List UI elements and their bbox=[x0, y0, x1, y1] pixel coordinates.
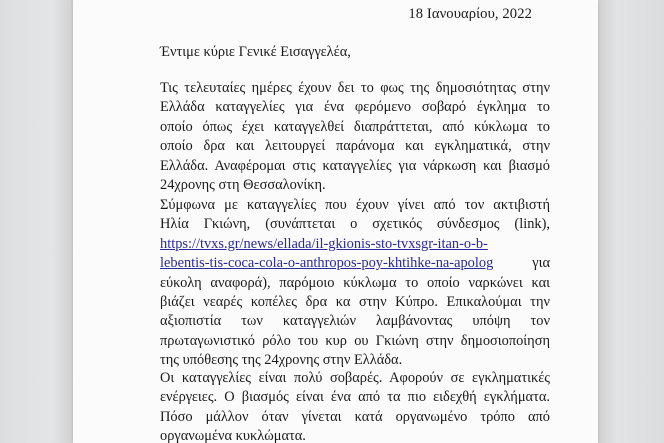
paragraph-2-line: πρωταγωνιστικό ρόλο του κυρ ου Γκιώνη στην δημοσιοποίηση bbox=[160, 332, 550, 349]
background-right bbox=[598, 0, 664, 443]
paragraph-2-text: για bbox=[532, 255, 550, 272]
source-link-continued[interactable]: lebentis-tis-coca-cola-o-anthropos-poy-khtihke-na-apolog bbox=[160, 255, 494, 272]
paragraph-2-line: βιάζει νεαρές κοπέλες δρα κα στην Κύπρο. Επικαλούμαι την bbox=[160, 294, 550, 311]
paragraph-1-line: Ελλάδα. Αναφέρομαι στις καταγγελίες για νάρκωση και βιασμό bbox=[160, 157, 550, 174]
letter-salutation: Έντιμε κύριε Γενικέ Εισαγγελέα, bbox=[160, 44, 351, 60]
paragraph-2-line: Ηλία Γκιώνη, (συνάπτεται ο σχετικός σύνδεσμος (link), bbox=[160, 216, 550, 233]
background-left bbox=[0, 0, 73, 443]
paragraph-2-line bbox=[160, 254, 550, 273]
source-link[interactable]: https://tvxs.gr/news/ellada/il-gkionis-sto-tvxsgr-itan-o-b- bbox=[160, 235, 488, 252]
paragraph-1-line: 24χρονης στη Θεσσαλονίκη. bbox=[160, 177, 326, 194]
paragraph-3 bbox=[160, 369, 550, 443]
paragraph-1-line: οποίο όπως έχει καταγγελθεί διαπράττεται, από κύκλωμα το bbox=[160, 118, 550, 135]
paragraph-1 bbox=[160, 79, 550, 195]
paragraph-3-line: οργανωμένα κυκλώματα. bbox=[160, 428, 306, 443]
paragraph-1-line: Ελλάδα καταγγελίες για ένα φερόμενο σοβαρό έγκλημα το bbox=[160, 99, 550, 116]
paragraph-2-line: αξιοπιστία των καταγγελιών λαμβάνοντας υπόψη τον bbox=[160, 313, 550, 330]
paragraph-1-line: οποίο δρα και λειτουργεί παράνομα και εγκληματικά, στην bbox=[160, 138, 550, 155]
letter-date: 18 Ιανουαρίου, 2022 bbox=[408, 6, 532, 22]
paragraph-2-line: εύκολη αναφορά), παρόμοιο κύκλωμα το οποίο ναρκώνει και bbox=[160, 274, 550, 291]
paragraph-3-line: Οι καταγγελίες είναι πολύ σοβαρές. Αφορούν σε εγκληματικές bbox=[160, 370, 550, 386]
paragraph-2-line: Σύμφωνα με καταγγελίες που έχουν γίνει από τον ακτιβιστή bbox=[160, 197, 550, 213]
paragraph-3-line: ενέργειες. Ο βιασμός είναι ένα από τα πιο ειδεχθή εγκλήματα. bbox=[160, 389, 550, 406]
paragraph-3-line: Πόσο μάλλον όταν γίνεται κατά οργανωμένο τρόπο από bbox=[160, 408, 550, 425]
paragraph-2-line: της υπόθεσης της 24χρονης στην Ελλάδα. bbox=[160, 352, 403, 369]
letter-page bbox=[73, 0, 598, 443]
paragraph-2 bbox=[160, 196, 550, 371]
paragraph-1-line: Τις τελευταίες ημέρες έχουν δει το φως της δημοσιότητας στην bbox=[160, 80, 550, 96]
